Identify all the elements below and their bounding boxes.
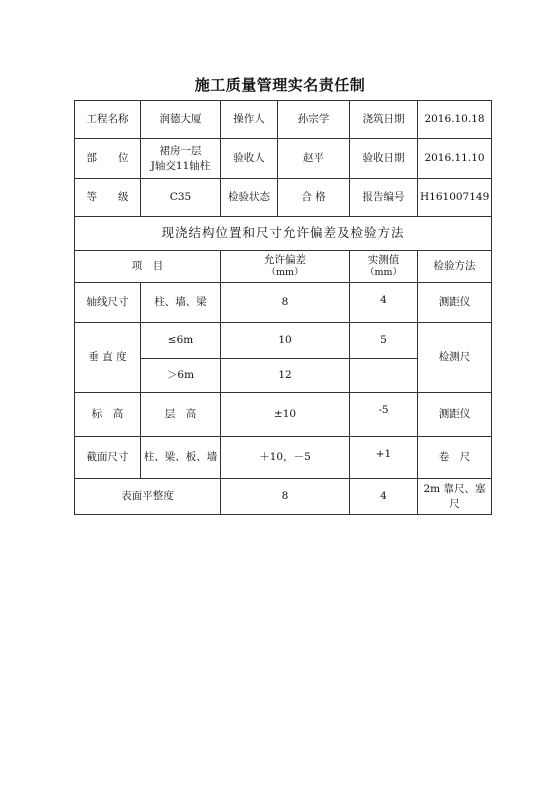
header-method: 检验方法 xyxy=(418,251,492,283)
accept-date: 2016.11.10 xyxy=(418,139,492,179)
header-allowance-line-1: 允许偏差 xyxy=(264,254,306,266)
pour-date-label: 浇筑日期 xyxy=(350,101,418,139)
elevation-allowance: ±10 xyxy=(221,393,350,437)
flatness-allowance: 8 xyxy=(221,479,350,515)
header-measured-line-1: 实测值 xyxy=(367,254,400,266)
vertical-sub-b: ＞6m xyxy=(141,359,221,393)
axis-sub: 柱、墙、梁 xyxy=(141,283,221,323)
accept-date-label: 验收日期 xyxy=(350,139,418,179)
inspector-label: 验收人 xyxy=(221,139,278,179)
project-name: 润德大厦 xyxy=(141,101,221,139)
axis-method: 测距仪 xyxy=(418,283,492,323)
vertical-sub-a: ≤6m xyxy=(141,323,221,359)
status-value: 合 格 xyxy=(278,179,350,217)
flatness-measured: 4 xyxy=(350,479,418,515)
operator-name: 孙宗学 xyxy=(278,101,350,139)
vertical-measured-a: 5 xyxy=(350,323,418,359)
header-item: 项 目 xyxy=(75,251,221,283)
section-size-method: 卷 尺 xyxy=(418,437,492,479)
grade-label: 等 级 xyxy=(75,179,141,217)
section-title: 现浇结构位置和尺寸允许偏差及检验方法 xyxy=(75,217,492,251)
section-size-row xyxy=(75,437,492,479)
report-label: 报告编号 xyxy=(350,179,418,217)
vertical-allowance-b: 12 xyxy=(221,359,350,393)
section-size-allowance: ＋10，－5 xyxy=(221,437,350,479)
vertical-method: 检测尺 xyxy=(418,323,492,393)
elevation-method: 测距仪 xyxy=(418,393,492,437)
flatness-method: 2m 靠尺、塞尺 xyxy=(418,479,492,515)
grade-value: C35 xyxy=(141,179,221,217)
header-measured xyxy=(350,251,418,283)
elevation-row xyxy=(75,393,492,437)
document-title: 施工质量管理实名责任制 xyxy=(194,76,366,94)
axis-row xyxy=(75,283,492,323)
axis-name: 轴线尺寸 xyxy=(75,283,141,323)
header-allowance-line-2: （mm） xyxy=(266,267,304,279)
project-row xyxy=(75,101,492,139)
pour-date: 2016.10.18 xyxy=(418,101,492,139)
flatness-name: 表面平整度 xyxy=(75,479,221,515)
section-title-row xyxy=(75,217,492,251)
operator-label: 操作人 xyxy=(221,101,278,139)
vertical-name: 垂 直 度 xyxy=(75,323,141,393)
status-label: 检验状态 xyxy=(221,179,278,217)
header-measured-line-2: （mm） xyxy=(364,267,403,279)
elevation-sub: 层 高 xyxy=(141,393,221,437)
report-number: H161007149 xyxy=(418,179,492,217)
axis-measured: 4 xyxy=(350,283,418,323)
part-line-2: J轴交11轴柱 xyxy=(150,159,211,172)
header-row xyxy=(75,251,492,283)
vertical-allowance-a: 10 xyxy=(221,323,350,359)
elevation-measured: -5 xyxy=(350,393,418,437)
inspector-name: 赵平 xyxy=(278,139,350,179)
axis-allowance: 8 xyxy=(221,283,350,323)
vertical-measured-b xyxy=(350,359,418,393)
part-line-1: 裙房一层 xyxy=(159,145,202,158)
section-size-measured: +1 xyxy=(350,437,418,479)
quality-record-table xyxy=(74,100,492,515)
section-size-name: 截面尺寸 xyxy=(75,437,141,479)
flatness-row xyxy=(75,479,492,515)
elevation-name: 标 高 xyxy=(75,393,141,437)
part-row xyxy=(75,139,492,179)
vertical-row-a xyxy=(75,323,492,359)
part-label: 部 位 xyxy=(75,139,141,179)
grade-row xyxy=(75,179,492,217)
project-label: 工程名称 xyxy=(75,101,141,139)
section-size-sub: 柱、梁、板、墙 xyxy=(141,437,221,479)
header-allowance xyxy=(221,251,350,283)
part-value xyxy=(141,139,221,179)
